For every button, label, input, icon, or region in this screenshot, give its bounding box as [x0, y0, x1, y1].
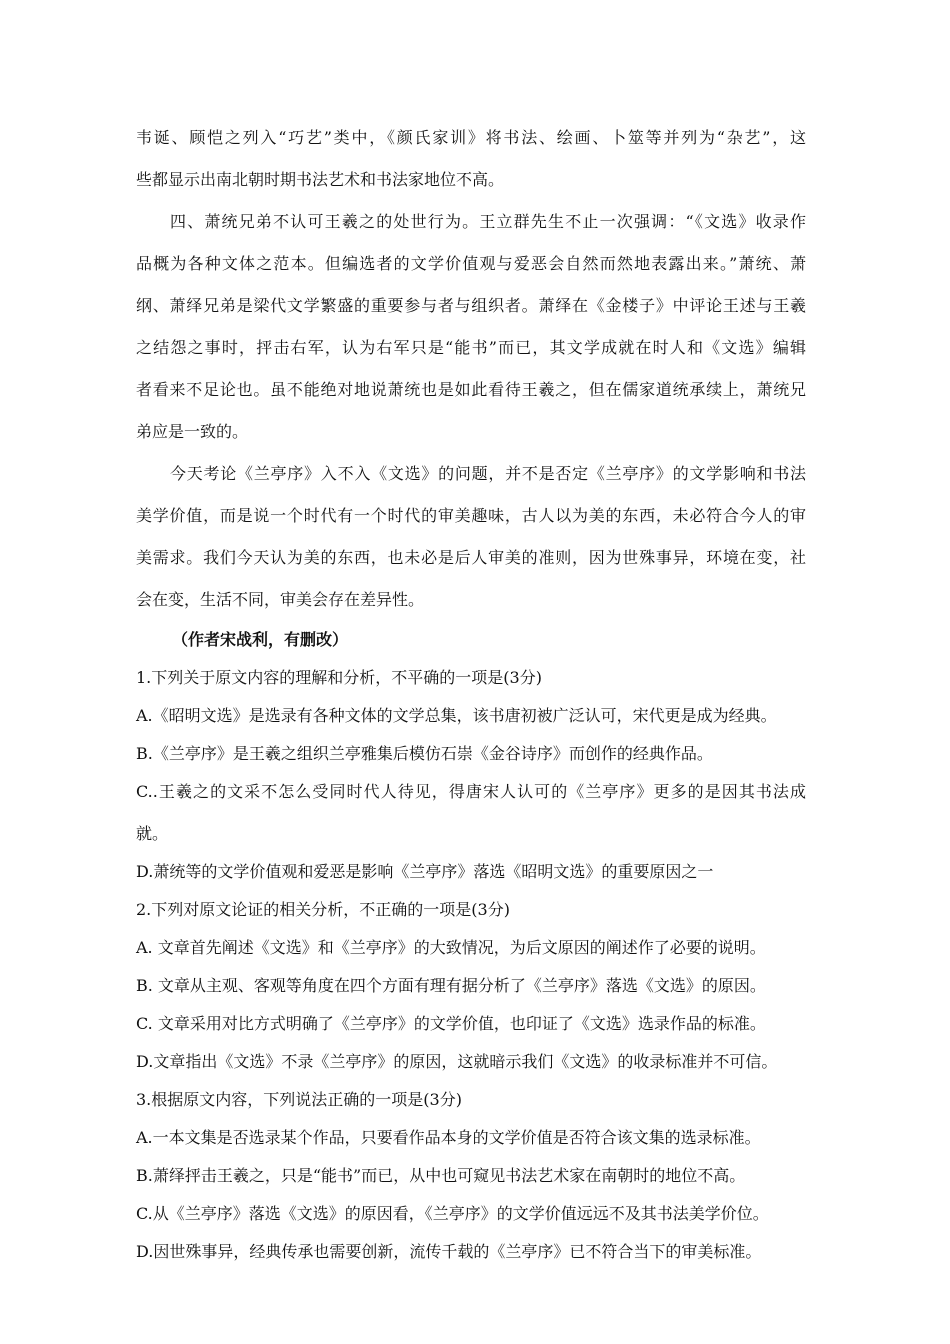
question-3-option-a: A.一本文集是否选录某个作品，只要看作品本身的文学价值是否符合该文集的选录标准。	[136, 1128, 761, 1147]
paragraph-line: 韦诞、顾恺之列入“巧艺”类中，《颜氏家训》将书法、绘画、卜筮等并列为“杂艺”，这	[136, 128, 806, 147]
question-2-stem: 2.下列对原文论证的相关分析，不正确的一项是(3分)	[136, 900, 510, 919]
paragraph-line: 些都显示出南北朝时期书法艺术和书法家地位不高。	[136, 170, 505, 189]
paragraph-line: 四、萧统兄弟不认可王羲之的处世行为。王立群先生不止一次强调：“《文选》收录作	[170, 212, 806, 231]
paragraph-line: 今天考论《兰亭序》入不入《文选》的问题，并不是否定《兰亭序》的文学影响和书法	[170, 464, 806, 483]
paragraph-line: 会在变，生活不同，审美会存在差异性。	[136, 590, 425, 609]
paragraph-line: 纲、萧绎兄弟是梁代文学繁盛的重要参与者与组织者。萧绎在《金楼子》中评论王述与王羲	[136, 296, 806, 315]
paragraph-line: 品概为各种文体之范本。但编选者的文学价值观与爱恶会自然而然地表露出来。”萧统、萧	[136, 254, 806, 273]
paragraph-line: 美学价值，而是说一个时代有一个时代的审美趣味，古人以为美的东西，未必符合今人的审	[136, 506, 806, 525]
question-2-option-a: A. 文章首先阐述《文选》和《兰亭序》的大致情况，为后文原因的阐述作了必要的说明。	[136, 938, 766, 957]
question-3-option-d: D.因世殊事异，经典传承也需要创新，流传千载的《兰亭序》已不符合当下的审美标准。	[136, 1242, 762, 1261]
question-2-option-b: B. 文章从主观、客观等角度在四个方面有理有据分析了《兰亭序》落选《文选》的原因。	[136, 976, 766, 995]
paragraph-line: 之结怨之事时，抨击右军，认为右军只是“能书”而已，其文学成就在时人和《文选》编辑	[136, 338, 806, 357]
question-3-stem: 3.根据原文内容，下列说法正确的一项是(3分)	[136, 1090, 462, 1109]
question-1-option-b: B.《兰亭序》是王羲之组织兰亭雅集后模仿石崇《金谷诗序》而创作的经典作品。	[136, 744, 713, 763]
question-2-option-c: C. 文章采用对比方式明确了《兰亭序》的文学价值，也印证了《文选》选录作品的标准。	[136, 1014, 766, 1033]
question-1-option-c-cont: 就。	[136, 824, 169, 843]
paragraph-line: 弟应是一致的。	[136, 422, 249, 441]
question-3-option-b: B.萧绎抨击王羲之，只是“能书”而已，从中也可窥见书法艺术家在南朝时的地位不高。	[136, 1166, 746, 1185]
question-1-stem: 1.下列关于原文内容的理解和分析，不平确的一项是(3分)	[136, 668, 542, 687]
question-2-option-d: D.文章指出《文选》不录《兰亭序》的原因，这就暗示我们《文选》的收录标准并不可信。	[136, 1052, 778, 1071]
paragraph-line: 者看来不足论也。虽不能绝对地说萧统也是如此看待王羲之，但在儒家道统承续上，萧统兄	[136, 380, 806, 399]
question-3-option-c: C.从《兰亭序》落选《文选》的原因看，《兰亭序》的文学价值远远不及其书法美学价位。	[136, 1204, 769, 1223]
paragraph-line: 美需求。我们今天认为美的东西，也未必是后人审美的准则，因为世殊事异，环境在变，社	[136, 548, 806, 567]
question-1-option-d: D.萧统等的文学价值观和爱恶是影响《兰亭序》落选《昭明文选》的重要原因之一	[136, 862, 714, 881]
author-credit: （作者宋战利，有删改）	[172, 630, 349, 649]
question-1-option-c: C..王羲之的文采不怎么受同时代人待见，得唐宋人认可的《兰亭序》更多的是因其书法成	[136, 782, 806, 801]
question-1-option-a: A.《昭明文选》是选录有各种文体的文学总集，该书唐初被广泛认可，宋代更是成为经典。	[136, 706, 777, 725]
